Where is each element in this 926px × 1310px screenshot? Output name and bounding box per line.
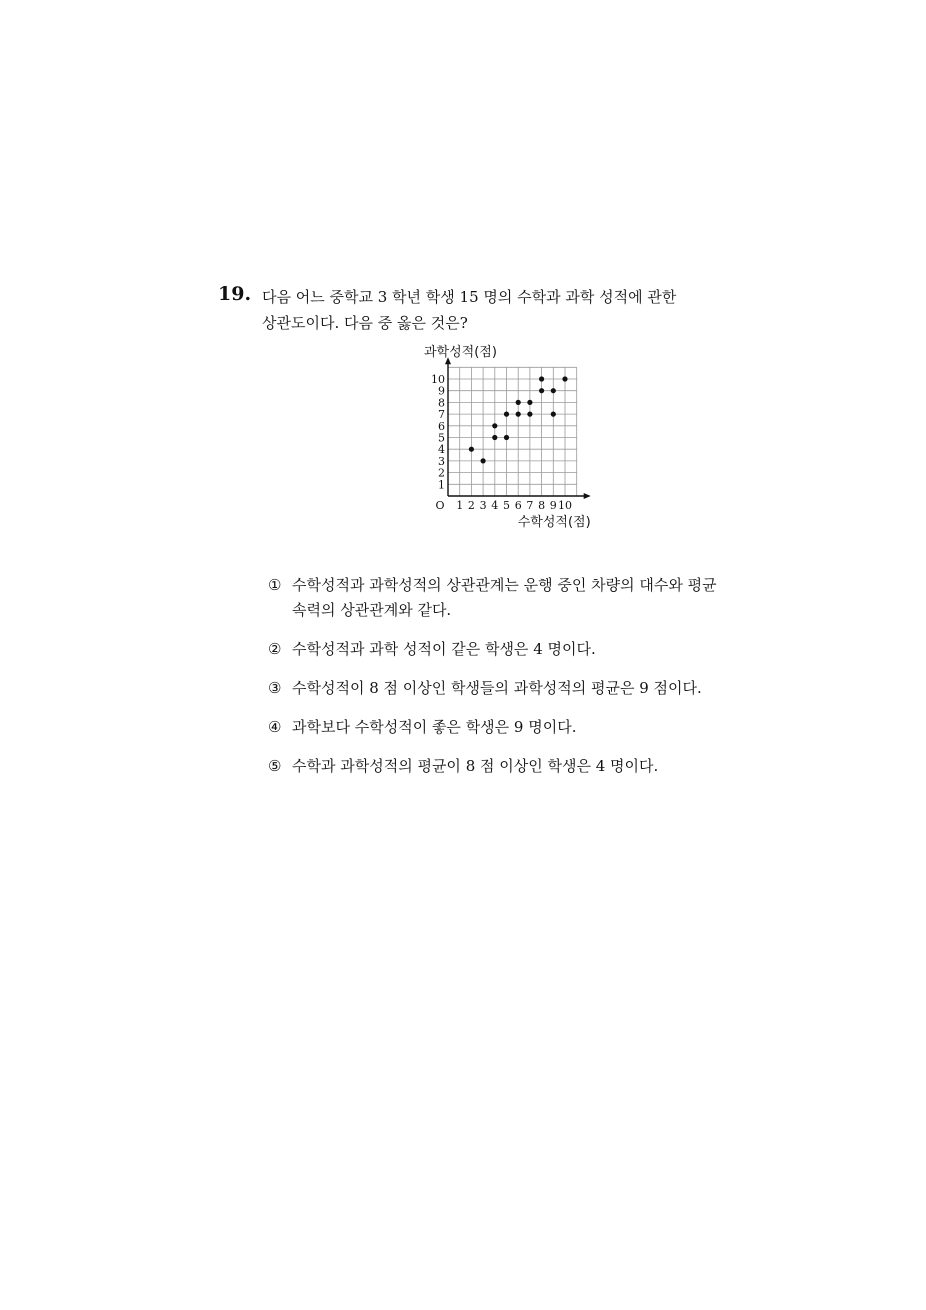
- x-axis-arrow: [584, 493, 591, 499]
- choice-3[interactable]: [268, 676, 748, 701]
- x-axis-label: 수학성적(점): [517, 515, 591, 530]
- y-tick-label: 8: [438, 396, 445, 410]
- choice-2-marker: ②: [268, 640, 282, 658]
- x-tick-label: 9: [549, 499, 557, 512]
- scatter-chart: [410, 338, 610, 538]
- choice-5-text: 수학과 과학성적의 평균이 8 점 이상인 학생은 4 명이다.: [292, 757, 659, 775]
- choice-1-line-2: 속력의 상관관계와 같다.: [292, 601, 452, 619]
- choice-2-text: 수학성적과 과학 성적이 같은 학생은 4 명이다.: [292, 640, 596, 658]
- choice-3-marker: ③: [268, 679, 282, 697]
- choice-4-marker: ④: [268, 718, 282, 736]
- data-point: [551, 412, 556, 417]
- x-tick-label: 2: [467, 499, 475, 512]
- choice-4[interactable]: [268, 715, 748, 740]
- data-point: [469, 447, 474, 452]
- x-tick-label: 7: [526, 499, 534, 512]
- question-number: 19.: [218, 283, 252, 305]
- y-tick-label: 2: [438, 466, 445, 480]
- data-point: [539, 388, 544, 393]
- choice-1[interactable]: [268, 573, 748, 623]
- choice-2[interactable]: [268, 637, 748, 662]
- data-point: [492, 435, 497, 440]
- data-point: [492, 423, 497, 428]
- choice-5-marker: ⑤: [268, 757, 282, 775]
- choice-4-text: 과학보다 수학성적이 좋은 학생은 9 명이다.: [292, 718, 577, 736]
- y-tick-label: 9: [438, 384, 445, 398]
- choice-1-marker: ①: [268, 576, 282, 594]
- y-tick-label: 10: [431, 373, 445, 386]
- data-point: [527, 412, 532, 417]
- y-tick-label: 6: [438, 419, 445, 433]
- choice-1-line-1: 수학성적과 과학성적의 상관관계는 운행 중인 차량의 대수와 평균: [292, 576, 717, 594]
- scatter-plot-svg: [410, 338, 610, 538]
- data-point: [504, 435, 509, 440]
- data-point: [527, 400, 532, 405]
- choice-3-text: 수학성적이 8 점 이상인 학생들의 과학성적의 평균은 9 점이다.: [292, 679, 702, 697]
- x-tick-label: 5: [503, 499, 510, 512]
- x-tick-label: 8: [538, 499, 546, 512]
- data-point: [562, 376, 567, 381]
- y-tick-label: 1: [438, 478, 445, 492]
- y-tick-label: 5: [438, 431, 445, 445]
- y-tick-label: 3: [438, 454, 445, 468]
- question-stem-line-2: 상관도이다. 다음 중 옳은 것은?: [262, 314, 468, 332]
- x-tick-label: 10: [558, 499, 572, 512]
- data-point: [516, 412, 521, 417]
- choice-5[interactable]: [268, 754, 748, 779]
- x-tick-label: 1: [456, 499, 464, 512]
- data-point: [551, 388, 556, 393]
- y-axis-label: 과학성적(점): [424, 345, 497, 360]
- x-tick-label: 4: [491, 499, 499, 512]
- question-stem-line-1: 다음 어느 중학교 3 학년 학생 15 명의 수학과 과학 성적에 관한: [262, 288, 677, 306]
- data-point: [516, 400, 521, 405]
- answer-choices: [268, 573, 748, 793]
- origin-label: O: [435, 499, 445, 512]
- data-point: [539, 376, 544, 381]
- data-point: [481, 458, 486, 463]
- data-point: [504, 412, 509, 417]
- x-tick-label: 6: [514, 499, 522, 512]
- x-tick-label: 3: [479, 499, 487, 512]
- y-tick-label: 7: [438, 408, 445, 422]
- question-stem: [262, 284, 732, 336]
- y-tick-label: 4: [438, 443, 445, 457]
